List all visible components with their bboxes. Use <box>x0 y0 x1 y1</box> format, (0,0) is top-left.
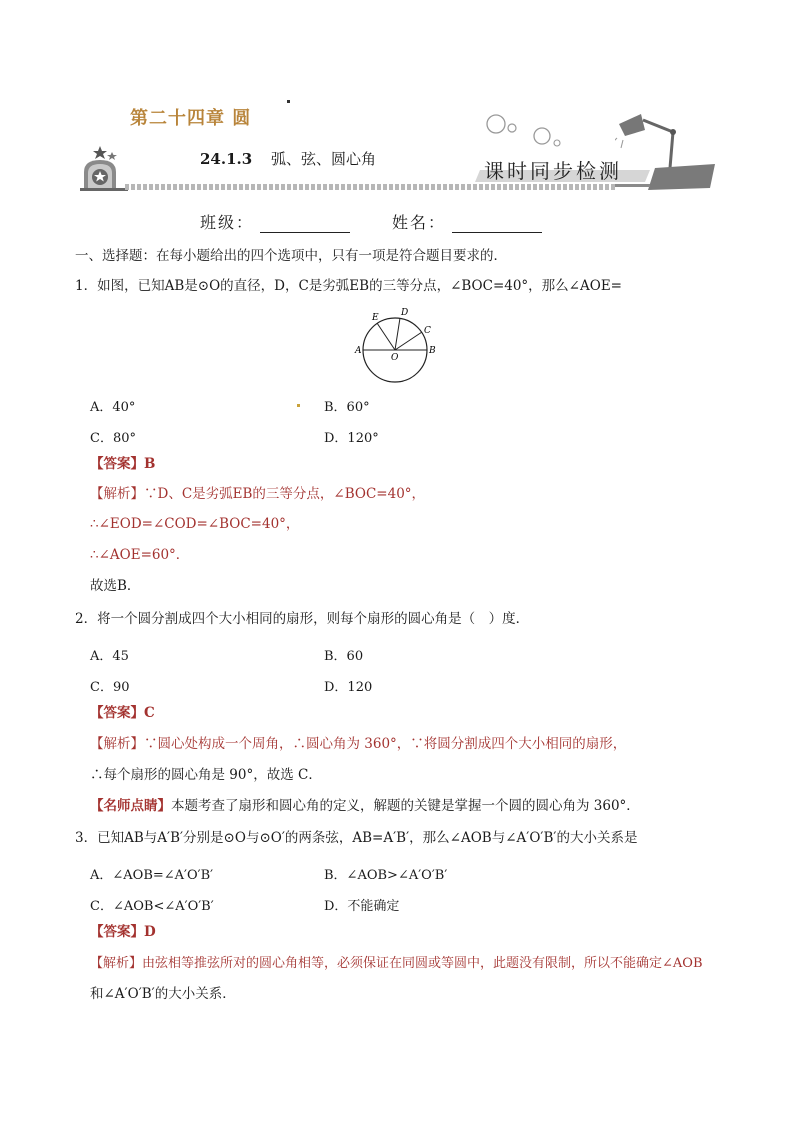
badge-title: 课时同步检测 <box>484 159 622 183</box>
q2-option-d: D．120 <box>324 680 373 695</box>
name-field <box>392 210 542 233</box>
label-A: A <box>355 346 362 356</box>
q3-stem: 3．已知AB与A′B′分别是⊙O与⊙O′的两条弦，AB=A′B′，那么∠AOB与∠A′O′B′的大小关系是 <box>75 830 638 846</box>
q2-teacher-tip <box>90 800 640 814</box>
class-field <box>200 210 350 233</box>
q3-option-d: D．不能确定 <box>324 899 400 914</box>
q1-stem: 1．如图，已知AB是⊙O的直径，D，C是劣弧EB的三等分点，∠BOC=40°，那么∠AOE= <box>75 278 622 294</box>
section-number: 24.1.3 <box>200 150 253 168</box>
q2-tip-text <box>90 798 640 814</box>
bubbles-icon <box>484 110 574 155</box>
q2-answer: 【答案】C <box>90 705 155 721</box>
q3-option-c: C．∠AOB<∠A′O′B′ <box>90 899 214 914</box>
chapter-title: 第二十四章 圆 <box>130 108 252 129</box>
banner-dotted-line <box>125 184 615 190</box>
stray-dot <box>297 404 300 407</box>
q2-option-c: C．90 <box>90 680 130 695</box>
name-label: 姓名： <box>392 213 447 232</box>
q1-explanation-1: 【解析】∵D、C是劣弧EB的三等分点，∠BOC=40°， <box>90 486 426 502</box>
label-E: E <box>372 313 379 323</box>
label-O: O <box>391 353 399 363</box>
label-B: B <box>429 346 436 356</box>
q1-option-d: D．120° <box>324 431 379 446</box>
q1-circle-figure <box>352 306 442 386</box>
label-D: D <box>401 308 409 318</box>
q3-explanation-2: 和∠A′O′B′的大小关系． <box>90 986 236 1002</box>
label-C: C <box>424 326 431 336</box>
q1-explanation-3: ∴∠AOE=60°． <box>90 547 190 563</box>
q3-answer: 【答案】D <box>90 924 156 940</box>
q2-option-a: A．45 <box>90 649 129 664</box>
q3-explanation-1: 【解析】由弦相等推弦所对的圆心角相等，必须保证在同圆或等圆中，此题没有限制，所以不能确定∠AOB <box>90 956 703 971</box>
q2-explanation-2: ∴每个扇形的圆心角是 90°，故选 C． <box>90 767 322 783</box>
name-blank <box>452 218 542 233</box>
q2-stem: 2．将一个圆分割成四个大小相同的扇形，则每个扇形的圆心角是（ ）度． <box>75 611 530 627</box>
q1-answer: 【答案】B <box>90 456 156 472</box>
class-blank <box>260 218 350 233</box>
q1-option-c: C．80° <box>90 431 136 446</box>
banner-dot <box>287 100 290 103</box>
section-title: 弧、弦、圆心角 <box>270 150 376 168</box>
tip-body: 本题考查了扇形和圆心角的定义，解题的关键是掌握一个圆的圆心角为 360°． <box>171 798 640 814</box>
tip-tag: 【名师点睛】 <box>90 798 171 814</box>
header-banner <box>0 0 794 200</box>
q1-option-a: A．40° <box>90 400 136 415</box>
section-heading <box>200 148 376 169</box>
q1-explanation-4: 故选B． <box>90 578 141 594</box>
class-label: 班级： <box>200 213 255 232</box>
q1-explanation-2: ∴∠EOD=∠COD=∠BOC=40°， <box>90 516 300 532</box>
q3-option-b: B．∠AOB>∠A′O′B′ <box>324 868 448 883</box>
star-emblem-icon <box>78 142 130 192</box>
q3-option-a: A．∠AOB=∠A′O′B′ <box>90 868 214 883</box>
q1-option-b: B．60° <box>324 400 370 415</box>
q2-option-b: B．60 <box>324 649 364 664</box>
instructions: 一、选择题：在每小题给出的四个选项中，只有一项是符合题目要求的． <box>75 248 507 264</box>
q2-explanation-1: 【解析】∵圆心处构成一个周角，∴圆心角为 360°，∵将圆分割成四个大小相同的扇形， <box>90 736 627 752</box>
